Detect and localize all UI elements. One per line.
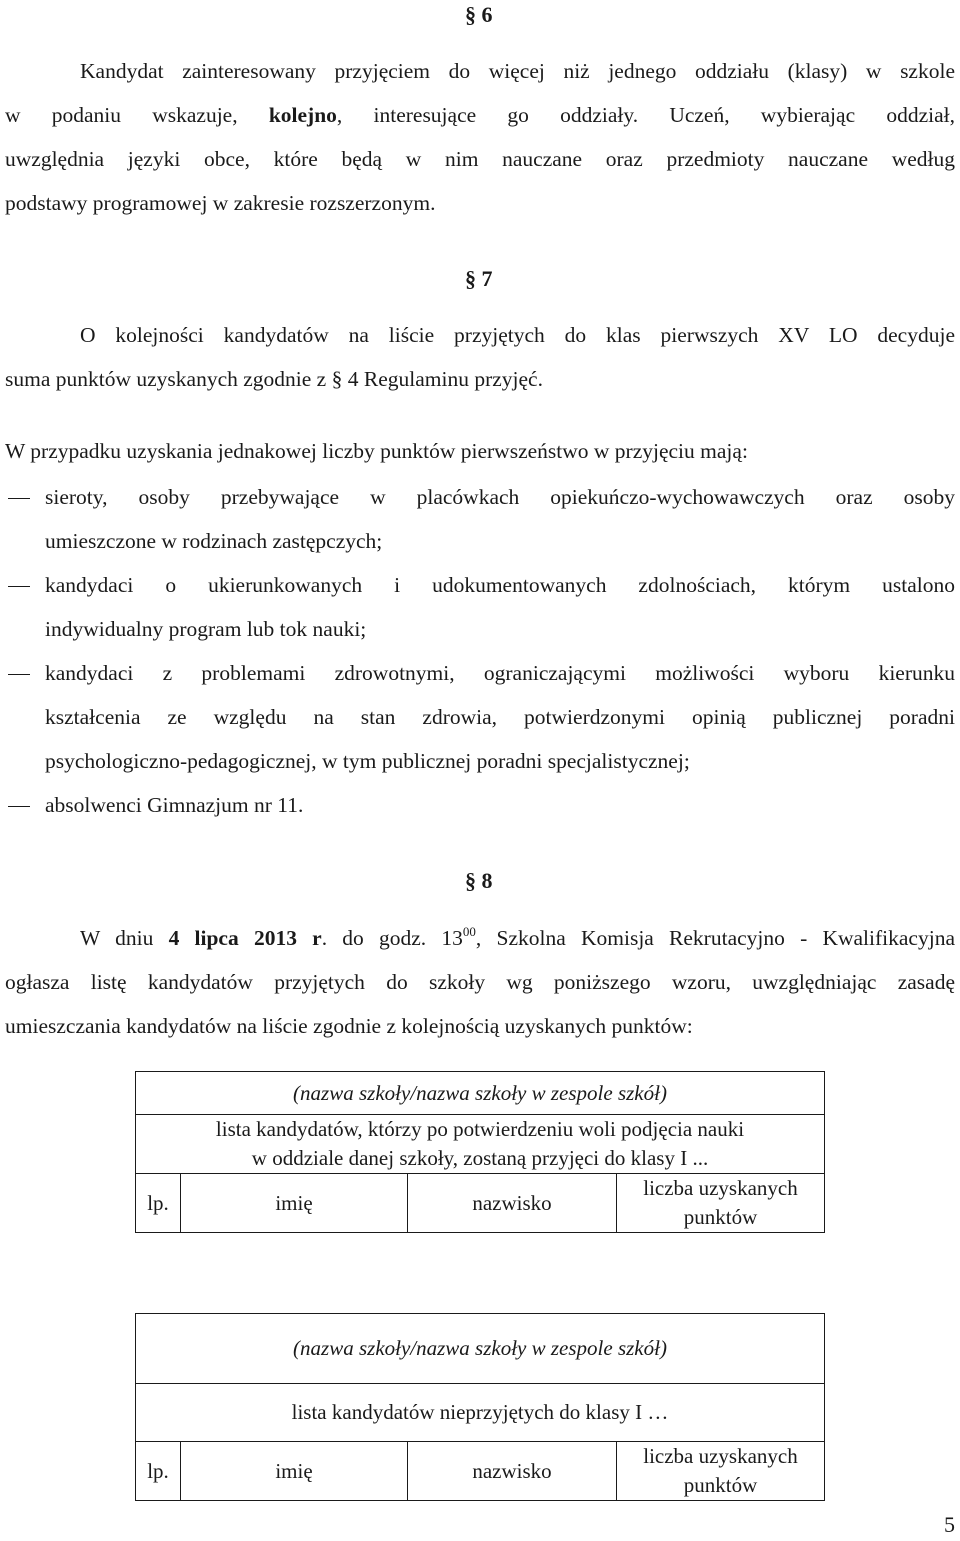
rejected-list-title: lista kandydatów nieprzyjętych do klasy I … xyxy=(136,1384,825,1442)
section-7-line-2: suma punktów uzyskanych zgodnie z § 4 Regulaminu przyjęć. xyxy=(5,367,543,391)
priority-item-1-line-1: sieroty, osoby przebywające w placówkach opiekuńczo-wychowawczych oraz osoby xyxy=(45,485,955,509)
section-8-heading: § 8 xyxy=(465,868,493,893)
priority-item-2-line-2: indywidualny program lub tok nauki; xyxy=(45,617,367,641)
announcement-date: 4 lipca 2013 r xyxy=(168,926,322,950)
column-header-points xyxy=(617,1442,825,1501)
priority-item-3-line-2: kształcenia ze względu na stan zdrowia, potwierdzonymi opinią publicznej poradni xyxy=(45,705,955,729)
column-header-lp: lp. xyxy=(136,1174,181,1233)
rejected-list-template xyxy=(135,1313,825,1501)
column-header-nazwisko: nazwisko xyxy=(408,1442,617,1501)
accepted-list-title xyxy=(136,1115,825,1174)
priority-item-4-line-1: absolwenci Gimnazjum nr 11. xyxy=(45,793,304,817)
column-header-imie: imię xyxy=(181,1174,408,1233)
dash-bullet xyxy=(8,586,30,587)
priority-item-3-line-3: psychologiczno-pedagogicznej, w tym publicznej poradni specjalistycznej; xyxy=(45,749,690,773)
column-header-imie: imię xyxy=(181,1442,408,1501)
dash-bullet xyxy=(8,674,30,675)
text-fragment: W dniu xyxy=(80,926,169,950)
header-line: punktów xyxy=(683,1473,758,1497)
column-header-lp: lp. xyxy=(136,1442,181,1501)
emphasis-kolejno: kolejno xyxy=(268,103,337,127)
accepted-list-template xyxy=(135,1071,825,1233)
priority-item-3-line-1: kandydaci z problemami zdrowotnymi, ograniczającymi możliwości wyboru kierunku xyxy=(45,661,955,685)
section-8-line-2: ogłasza listę kandydatów przyjętych do szkoły wg poniższego wzoru, uwzględniając zasadę xyxy=(5,970,955,994)
section-8-line-3: umieszczania kandydatów na liście zgodnie z kolejnością uzyskanych punktów: xyxy=(5,1014,693,1038)
section-6-line-3: uwzględnia języki obce, które będą w nim nauczane oraz przedmioty nauczane według xyxy=(5,147,955,171)
section-6-line-4: podstawy programowej w zakresie rozszerzonym. xyxy=(5,191,436,215)
column-header-points xyxy=(617,1174,825,1233)
priority-item-2-line-1: kandydaci o ukierunkowanych i udokumentowanych zdolnościach, którym ustalono xyxy=(45,573,955,597)
text-fragment: . do godz. 13 xyxy=(321,926,463,950)
section-7-line-1: O kolejności kandydatów na liście przyjętych do klas pierwszych XV LO decyduje xyxy=(80,323,955,347)
list-title-line: w oddziale danej szkoły, zostaną przyjęci do klasy I ... xyxy=(251,1146,709,1170)
page-number: 5 xyxy=(944,1512,955,1537)
dash-bullet xyxy=(8,806,30,807)
school-name-placeholder: (nazwa szkoły/nazwa szkoły w zespole szkół) xyxy=(136,1072,825,1115)
priority-item-1-line-2: umieszczone w rodzinach zastępczych; xyxy=(45,529,383,553)
text-fragment: w podaniu wskazuje, xyxy=(5,103,269,127)
section-6-line-1: Kandydat zainteresowany przyjęciem do więcej niż jednego oddziału (klasy) w szkole xyxy=(80,59,955,83)
text-fragment: , interesujące go oddziały. Uczeń, wybierając oddział, xyxy=(336,103,955,127)
header-line: liczba uzyskanych xyxy=(643,1444,798,1468)
column-header-nazwisko: nazwisko xyxy=(408,1174,617,1233)
school-name-placeholder: (nazwa szkoły/nazwa szkoły w zespole szkół) xyxy=(136,1314,825,1384)
list-title-line: lista kandydatów, którzy po potwierdzeniu woli podjęcia nauki xyxy=(215,1117,745,1141)
section-7-heading: § 7 xyxy=(465,266,493,291)
section-6-line-2 xyxy=(5,102,955,128)
time-minutes: 00 xyxy=(462,924,476,939)
dash-bullet xyxy=(8,498,30,499)
section-6-heading: § 6 xyxy=(465,2,493,27)
header-line: liczba uzyskanych xyxy=(643,1176,798,1200)
header-line: punktów xyxy=(683,1205,758,1229)
text-fragment: , Szkolna Komisja Rekrutacyjno - Kwalifikacyjna xyxy=(475,926,955,950)
section-8-line-1 xyxy=(80,925,955,951)
tie-break-intro: W przypadku uzyskania jednakowej liczby punktów pierwszeństwo w przyjęciu mają: xyxy=(5,439,748,463)
